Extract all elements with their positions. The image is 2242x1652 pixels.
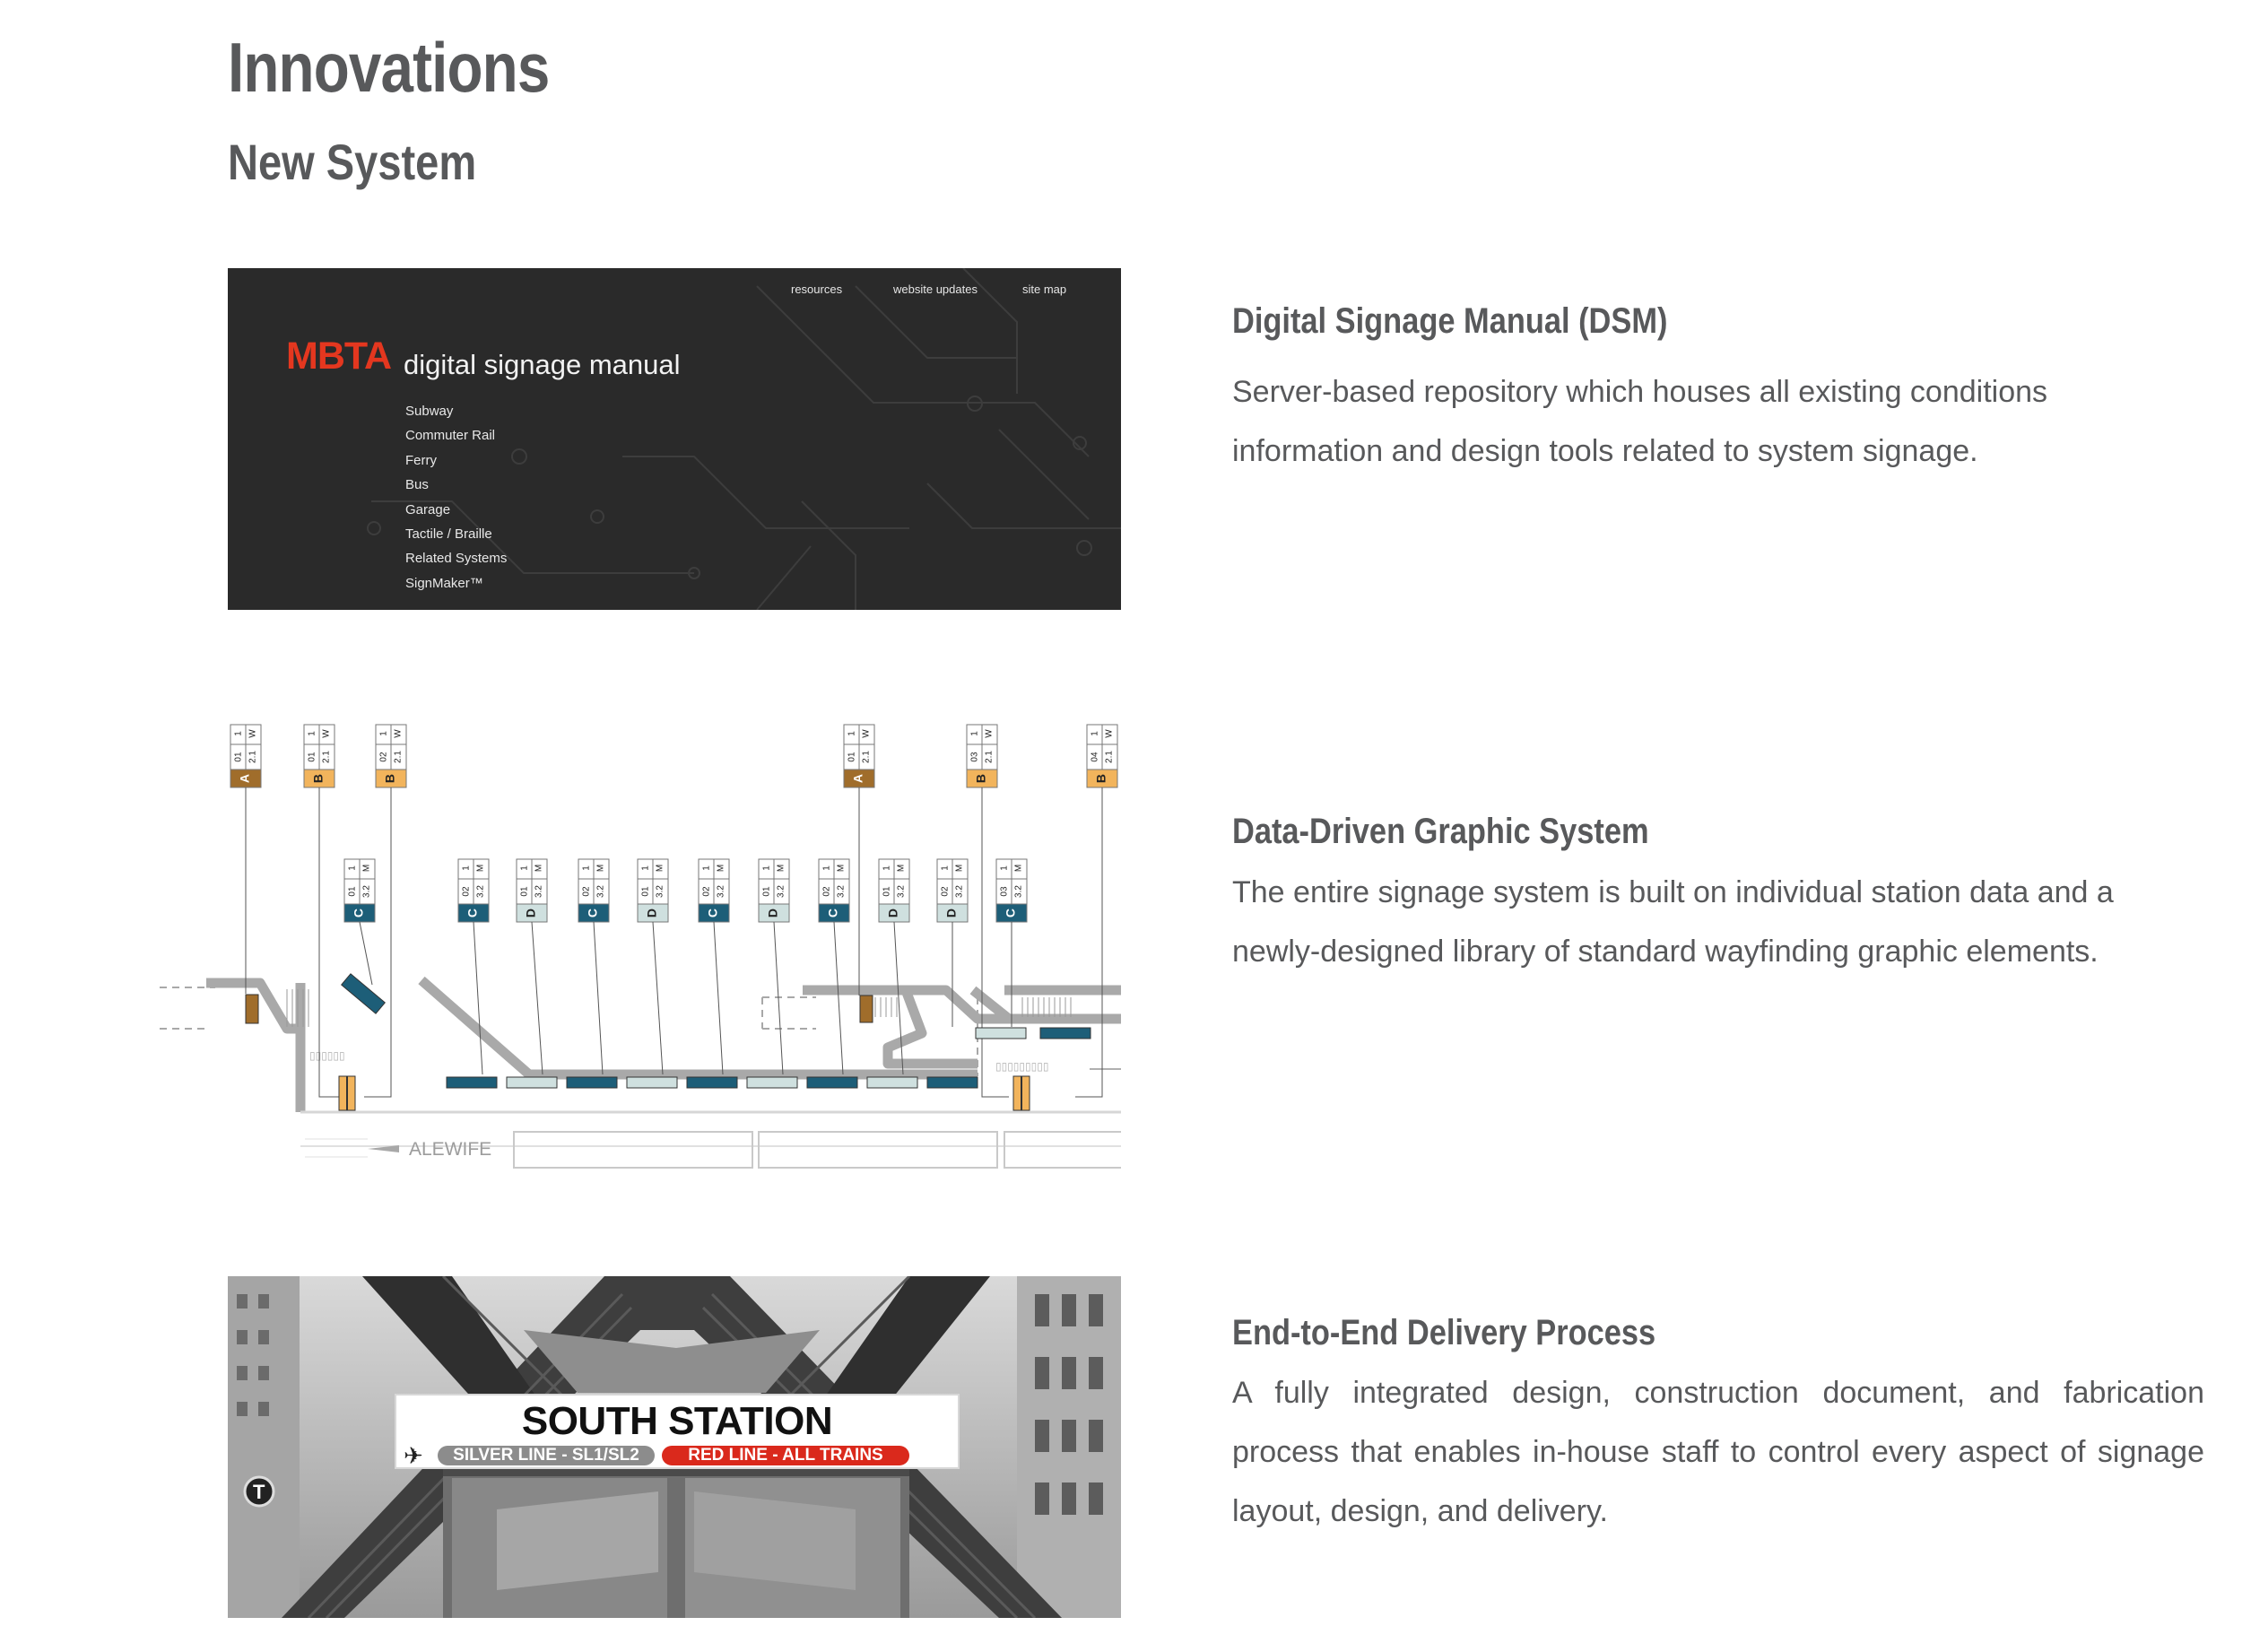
tag-code: 1	[821, 865, 832, 871]
sign-tag-lower-d	[517, 859, 547, 922]
signage-plan-diagram	[152, 717, 1121, 1184]
tag-code: M	[954, 864, 965, 873]
tag-code: W	[861, 729, 872, 738]
tag-code: 01	[307, 752, 317, 762]
svg-text:▯▯▯▯▯▯: ▯▯▯▯▯▯	[309, 1049, 345, 1062]
station-name: SOUTH STATION	[521, 1399, 833, 1443]
tag-code: 1	[940, 865, 951, 871]
tag-letter: D	[644, 908, 659, 918]
tag-code: 3.2	[361, 885, 372, 898]
sign-blade	[342, 974, 386, 1013]
silver-line-badge: SILVER LINE - SL1/SL2	[438, 1446, 655, 1465]
platform-label-alewife: ALEWIFE	[409, 1139, 492, 1160]
tag-code: 2.1	[248, 751, 258, 763]
sign-blade	[246, 995, 258, 1023]
tag-code: 2.1	[984, 751, 995, 763]
tag-code: M	[896, 864, 907, 873]
tag-code: 02	[461, 886, 472, 897]
tag-code: 2.1	[321, 751, 332, 763]
sign-tag-lower-c	[996, 859, 1027, 922]
tag-code: 01	[347, 886, 358, 897]
menu-item-garage[interactable]: Garage	[405, 501, 451, 517]
menu-item-bus[interactable]: Bus	[405, 477, 429, 493]
tag-code: 1	[233, 731, 244, 736]
tag-code: 02	[821, 886, 832, 897]
tag-code: 01	[882, 886, 892, 897]
sign-tag-lower-c	[578, 859, 609, 922]
sign-tag-lower-d	[937, 859, 968, 922]
dsm-app-title: digital signage manual	[404, 349, 681, 380]
platform-sign-blade	[1040, 1028, 1091, 1039]
sign-tag-lower-d	[879, 859, 909, 922]
circuit-pattern	[228, 268, 1121, 610]
platform-sign-blade	[976, 1028, 1026, 1039]
tag-code: M	[534, 864, 544, 873]
tag-code: 3.2	[595, 885, 606, 898]
tag-letter: B	[310, 773, 326, 784]
tag-code: 1	[969, 731, 980, 736]
sign-tag-upper-a	[230, 725, 261, 787]
tag-code: 3.2	[655, 885, 665, 898]
tag-code: 1	[581, 865, 592, 871]
sign-tag-upper-b	[1087, 725, 1117, 787]
menu-item-tactile-braille[interactable]: Tactile / Braille	[405, 526, 492, 542]
tag-code: 2.1	[393, 751, 404, 763]
dsm-menu	[405, 399, 507, 596]
tag-code: M	[655, 864, 665, 873]
tag-code: M	[776, 864, 786, 873]
tag-code: 1	[519, 865, 530, 871]
menu-item-related-systems[interactable]: Related Systems	[405, 551, 508, 567]
tag-letter: A	[850, 773, 865, 784]
station-plan	[160, 980, 1121, 1168]
menu-item-subway[interactable]: Subway	[405, 404, 454, 419]
svg-text:T: T	[253, 1481, 265, 1503]
tag-letter: C	[465, 908, 480, 918]
tag-code: 1	[461, 865, 472, 871]
tag-letter: B	[973, 773, 988, 784]
menu-item-ferry[interactable]: Ferry	[405, 452, 437, 468]
tag-letter: D	[943, 908, 959, 918]
tag-letter: B	[382, 773, 397, 784]
nav-link-site-map[interactable]: site map	[1022, 283, 1067, 296]
tag-code: 01	[847, 752, 857, 762]
sign-tag-lower-c	[458, 859, 489, 922]
tag-code: 3.2	[534, 885, 544, 898]
tag-code: 03	[999, 886, 1010, 897]
section-body-dsm: Server-based repository which houses all existing conditions information and design tools related to system signage.	[1232, 375, 2048, 468]
section-body-delivery: A fully integrated design, construction document, and fabrication process that enables in-house staff to control every aspect of signage layout, design, and delivery.	[1232, 1376, 2204, 1528]
page-subtitle: New System	[228, 134, 477, 190]
tag-code: 02	[701, 886, 712, 897]
tag-code: M	[836, 864, 847, 873]
section-title-delivery: End-to-End Delivery Process	[1232, 1313, 1656, 1352]
tag-code: W	[984, 729, 995, 738]
tag-code: 01	[233, 752, 244, 762]
airport-icon: ✈	[404, 1442, 423, 1469]
tag-letter: B	[1093, 773, 1108, 784]
tag-code: 03	[969, 752, 980, 762]
platform-sign-blade	[687, 1077, 737, 1088]
tag-letter: C	[1003, 908, 1018, 918]
tag-code: 1	[999, 865, 1010, 871]
platform-sign-blade	[747, 1077, 797, 1088]
tag-code: W	[321, 729, 332, 738]
tag-code: 3.2	[836, 885, 847, 898]
tag-code: W	[248, 729, 258, 738]
tag-code: 01	[761, 886, 772, 897]
sign-tag-upper-b	[376, 725, 406, 787]
tag-code: 1	[640, 865, 651, 871]
tag-code: 3.2	[475, 885, 486, 898]
tag-letter: C	[825, 908, 840, 918]
tag-code: 1	[1090, 731, 1100, 736]
tag-letter: C	[351, 908, 366, 918]
nav-link-resources[interactable]: resources	[791, 283, 843, 296]
tag-code: 02	[378, 752, 389, 762]
section-title-dsm: Digital Signage Manual (DSM)	[1232, 301, 1668, 341]
tag-code: 1	[378, 731, 389, 736]
sign-tag-lower-c	[344, 859, 375, 922]
tag-letter: D	[765, 908, 780, 918]
tag-letter: A	[237, 773, 252, 784]
tag-code: M	[475, 864, 486, 873]
tag-code: 2.1	[861, 751, 872, 763]
platform-sign-blade	[447, 1077, 497, 1088]
sign-tag-lower-d	[638, 859, 668, 922]
tag-code: 2.1	[1104, 751, 1115, 763]
tag-code: 1	[307, 731, 317, 736]
menu-item-signmaker[interactable]: SignMaker™	[405, 575, 483, 591]
tag-code: M	[716, 864, 726, 873]
section-body-graphic-system: The entire signage system is built on individual station data and a newly-designed library of standard wayfinding graphic elements.	[1232, 875, 2114, 969]
tag-code: 1	[761, 865, 772, 871]
tag-code: M	[595, 864, 606, 873]
tag-code: 02	[940, 886, 951, 897]
dsm-screenshot	[228, 268, 1121, 610]
tag-code: 04	[1090, 752, 1100, 762]
page-title: Innovations	[228, 28, 550, 107]
sign-blade	[860, 996, 873, 1022]
tag-code: M	[361, 864, 372, 873]
tag-code: 3.2	[954, 885, 965, 898]
tag-code: W	[393, 729, 404, 738]
tag-code: 1	[882, 865, 892, 871]
platform-sign-blade	[627, 1077, 677, 1088]
svg-text:▯▯▯▯▯▯▯▯▯: ▯▯▯▯▯▯▯▯▯	[995, 1060, 1049, 1073]
tag-code: 3.2	[716, 885, 726, 898]
tag-letter: D	[885, 908, 900, 918]
tag-code: 1	[347, 865, 358, 871]
platform-sign-blade	[567, 1077, 617, 1088]
platform-sign-blade	[927, 1077, 978, 1088]
tag-letter: C	[705, 908, 720, 918]
platform-sign-blade	[807, 1077, 857, 1088]
station-sign	[395, 1394, 960, 1469]
tag-code: W	[1104, 729, 1115, 738]
nav-link-website-updates[interactable]: website updates	[893, 283, 978, 296]
platform-sign-blade	[507, 1077, 557, 1088]
sign-tag-upper-b	[304, 725, 335, 787]
platform-sign-blade	[867, 1077, 917, 1088]
tag-code: 01	[640, 886, 651, 897]
sign-tag-lower-d	[759, 859, 789, 922]
tag-code: 3.2	[776, 885, 786, 898]
tag-code: M	[1013, 864, 1024, 873]
mbta-logo: MBTA	[286, 335, 392, 378]
red-line-badge: RED LINE - ALL TRAINS	[662, 1446, 909, 1465]
tag-letter: D	[523, 908, 538, 918]
menu-item-commuter-rail[interactable]: Commuter Rail	[405, 428, 496, 444]
sign-tag-lower-c	[819, 859, 849, 922]
tag-code: 02	[581, 886, 592, 897]
tag-letter: C	[585, 908, 600, 918]
tag-code: 01	[519, 886, 530, 897]
sign-tag-upper-a	[844, 725, 874, 787]
south-station-photo	[228, 1276, 1121, 1618]
tag-code: 3.2	[896, 885, 907, 898]
tag-code: 1	[847, 731, 857, 736]
sign-tag-upper-b	[967, 725, 997, 787]
tag-code: 1	[701, 865, 712, 871]
sign-tag-lower-c	[699, 859, 729, 922]
tag-code: 3.2	[1013, 885, 1024, 898]
section-title-graphic-system: Data-Driven Graphic System	[1232, 812, 1649, 851]
